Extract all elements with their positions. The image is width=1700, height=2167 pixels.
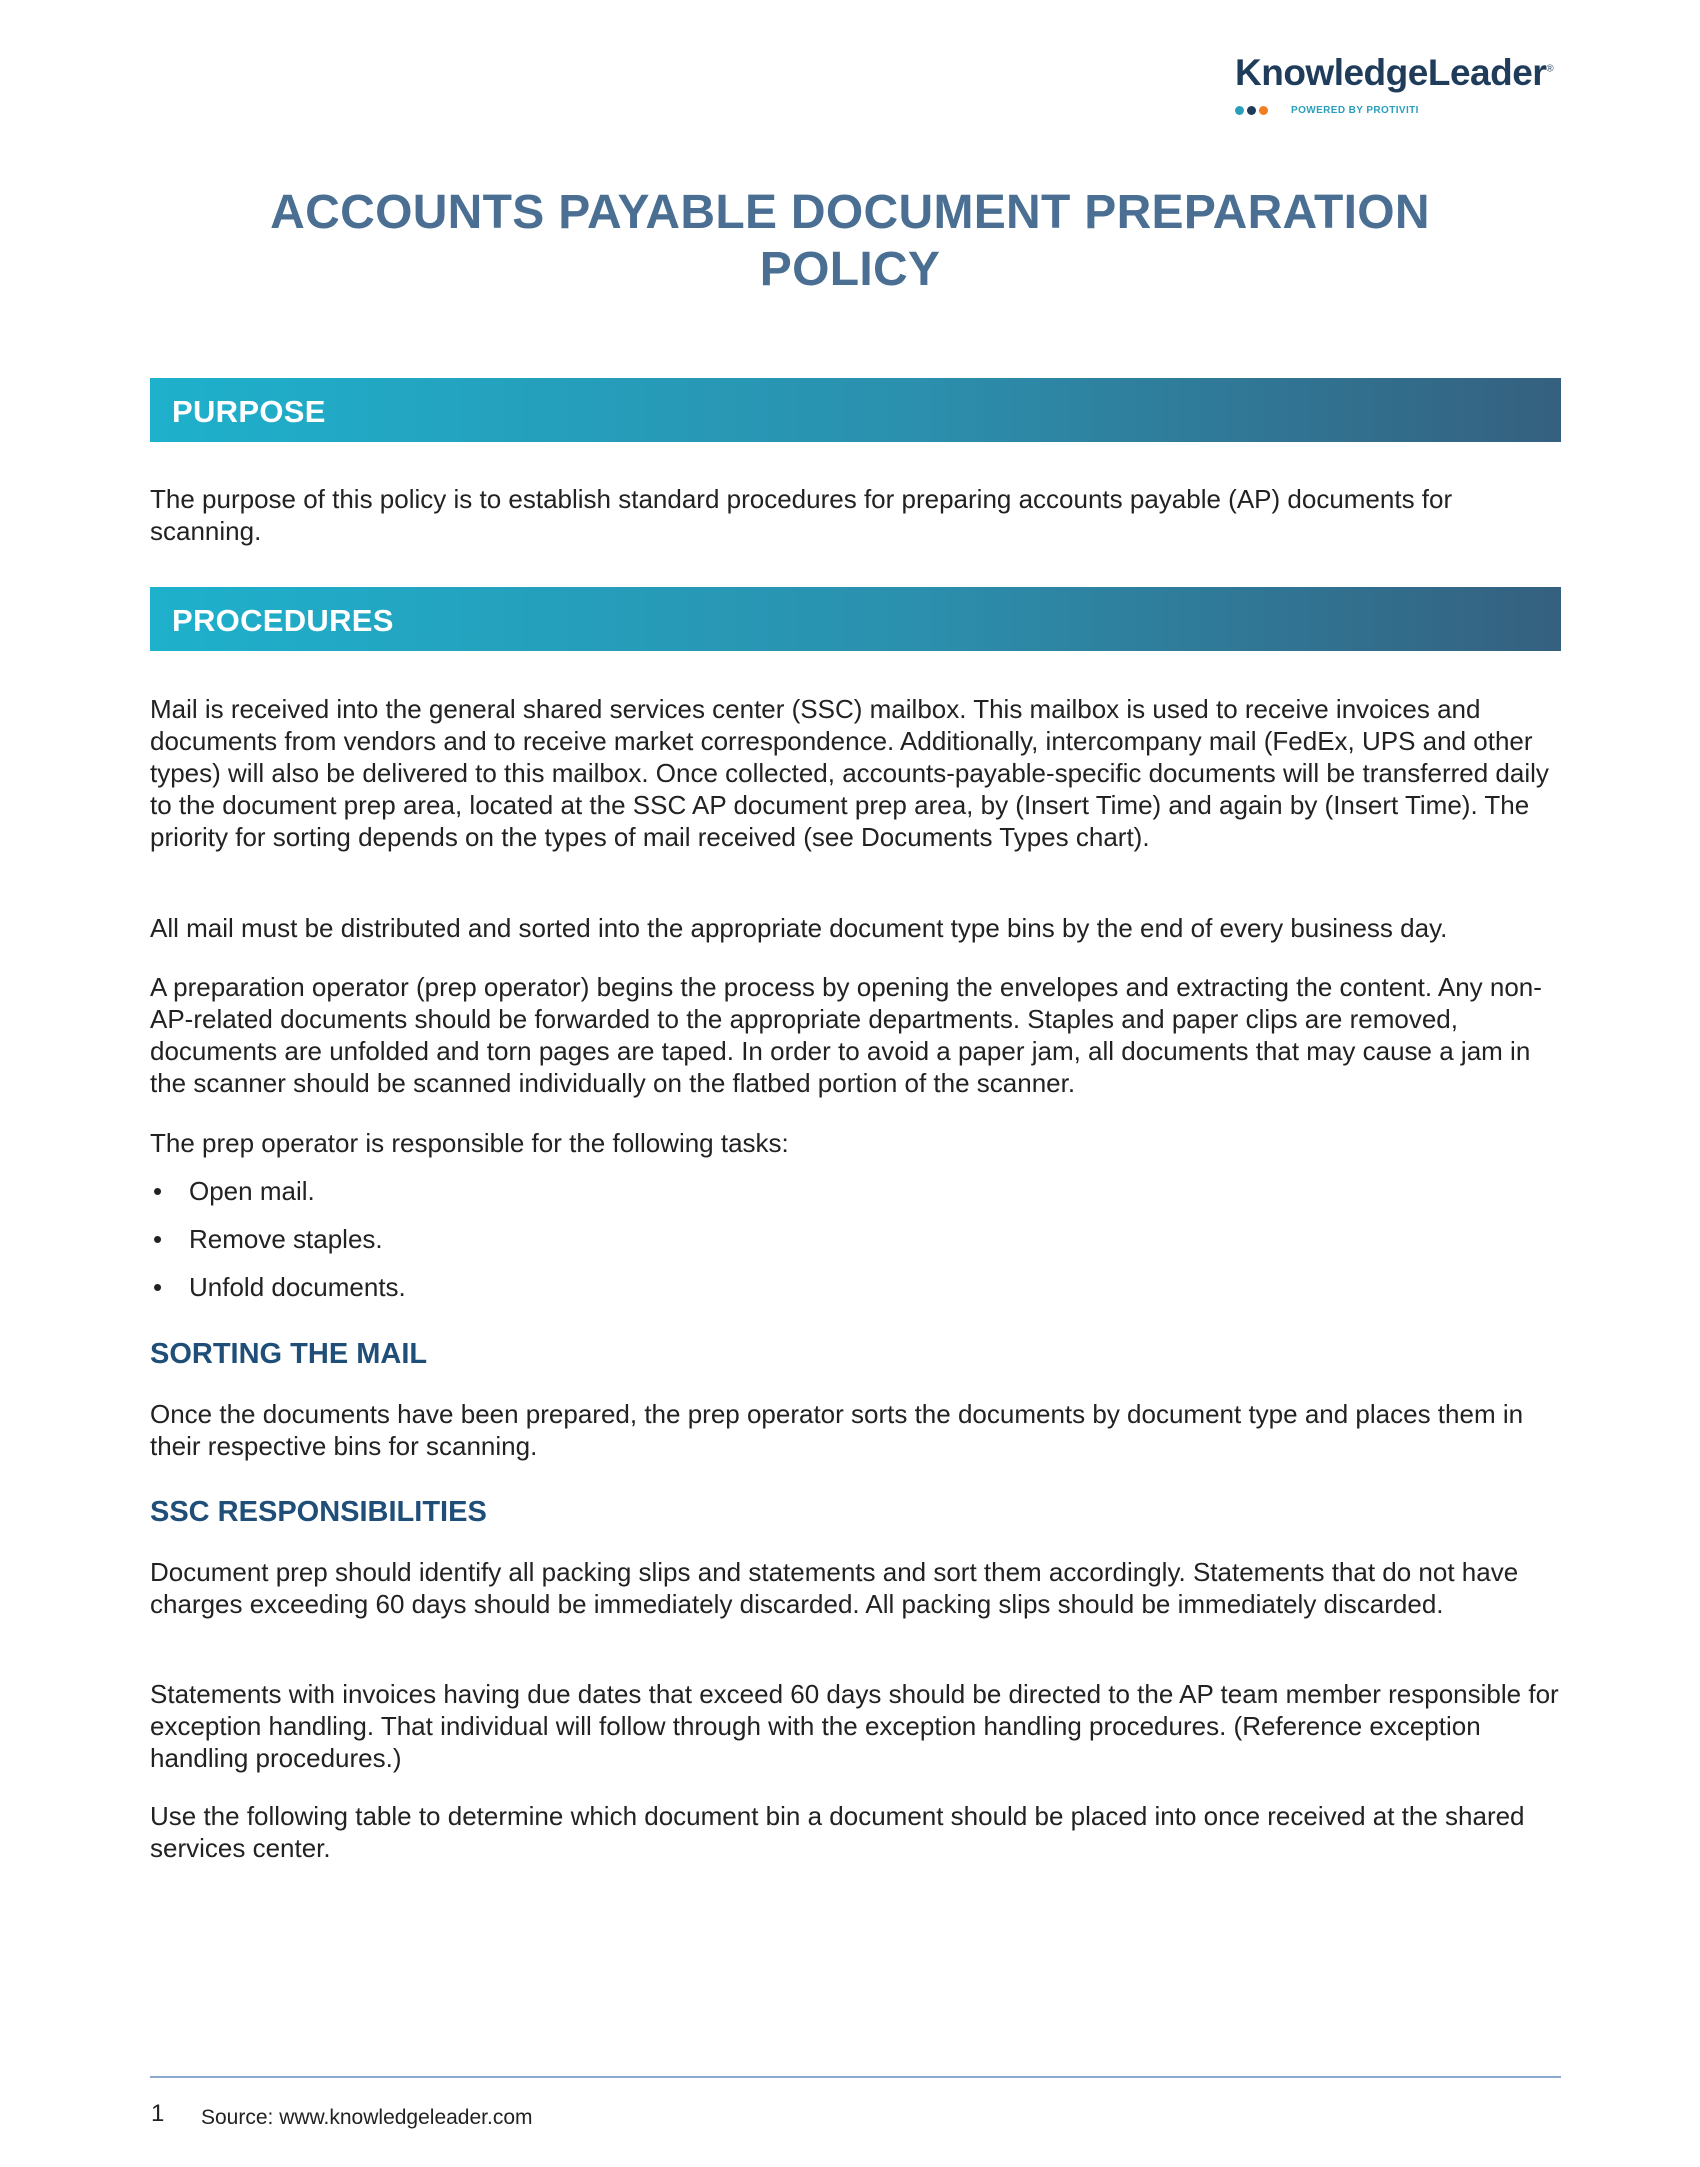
bullet-icon: •: [153, 1176, 163, 1206]
logo-dot-icon: [1247, 106, 1256, 115]
document-title-line-2: POLICY: [759, 243, 941, 296]
procedures-paragraph-3: A preparation operator (prep operator) begins the process by opening the envelopes and extracting the content. Any non-AP-related documents should be forwarded to the appropriate departments. Staples and paper clips are removed, documents are unfolded and torn pages are taped. In order to avoid a paper jam, all documents that may cause a jam in the scanner should be scanned individually on the flatbed portion of the scanner.: [150, 972, 1542, 1098]
logo-dot-icon: [1259, 106, 1268, 115]
task-text: Remove staples.: [189, 1224, 383, 1254]
logo-wordmark: [1235, 52, 1565, 94]
logo-name-text: KnowledgeLeader: [1235, 52, 1547, 93]
ssc-paragraph-1: Document prep should identify all packing slips and statements and sort them accordingly. Statements that do not have charges exceeding 60 days should be immediately discarded. All packing slips should be immediately discarded.: [150, 1557, 1519, 1619]
purpose-paragraph: The purpose of this policy is to establish standard procedures for preparing accounts payable (AP) documents for scanning.: [150, 484, 1453, 546]
subheading-sorting-the-mail: SORTING THE MAIL: [150, 1338, 428, 1370]
bullet-icon: •: [153, 1224, 163, 1254]
section-heading-procedures: PROCEDURES: [172, 603, 394, 638]
tasks-intro: The prep operator is responsible for the following tasks:: [150, 1128, 789, 1158]
subheading-ssc-responsibilities: SSC RESPONSIBILITIES: [150, 1496, 487, 1528]
ssc-paragraph-2: Statements with invoices having due dates that exceed 60 days should be directed to the AP team member responsible for exception handling. That individual will follow through with the exception handling procedures. (Reference exception handling procedures.): [150, 1679, 1559, 1773]
sorting-paragraph: Once the documents have been prepared, the prep operator sorts the documents by document type and places them in their respective bins for scanning.: [150, 1399, 1524, 1461]
page-number: 1: [151, 2100, 165, 2127]
footer-source: Source: www.knowledgeleader.com: [201, 2106, 533, 2129]
section-heading-purpose: PURPOSE: [172, 394, 326, 429]
logo-subline: [1235, 104, 1565, 116]
document-title: [150, 184, 1550, 298]
procedures-paragraph-2: All mail must be distributed and sorted into the appropriate document type bins by the end of every business day.: [150, 913, 1448, 943]
logo-registered-mark: ®: [1546, 63, 1554, 75]
bullet-icon: •: [153, 1272, 163, 1302]
document-title-line-1: ACCOUNTS PAYABLE DOCUMENT PREPARATION: [270, 186, 1430, 239]
logo-dot-icon: [1235, 106, 1244, 115]
knowledgeleader-logo: [1235, 52, 1565, 116]
task-text: Unfold documents.: [189, 1272, 406, 1302]
procedures-paragraph-1: Mail is received into the general shared services center (SSC) mailbox. This mailbox is used to receive invoices and documents from vendors and to receive market correspondence. Additionally, intercompany mail (FedEx, UPS and other types) will also be delivered to this mailbox. Once collected, accounts-payable-specific documents will be transferred daily to the document prep area, located at the SSC AP document prep area, by (Insert Time) and again by (Insert Time). The priority for sorting depends on the types of mail received (see Documents Types chart).: [150, 694, 1549, 852]
logo-tagline: POWERED BY PROTIVITI: [1291, 104, 1419, 116]
section-band-procedures: [150, 587, 1561, 651]
section-band-purpose: [150, 378, 1561, 442]
footer-divider: [150, 2076, 1561, 2078]
task-text: Open mail.: [189, 1176, 315, 1206]
ssc-paragraph-3: Use the following table to determine which document bin a document should be placed into once received at the shared services center.: [150, 1801, 1525, 1863]
